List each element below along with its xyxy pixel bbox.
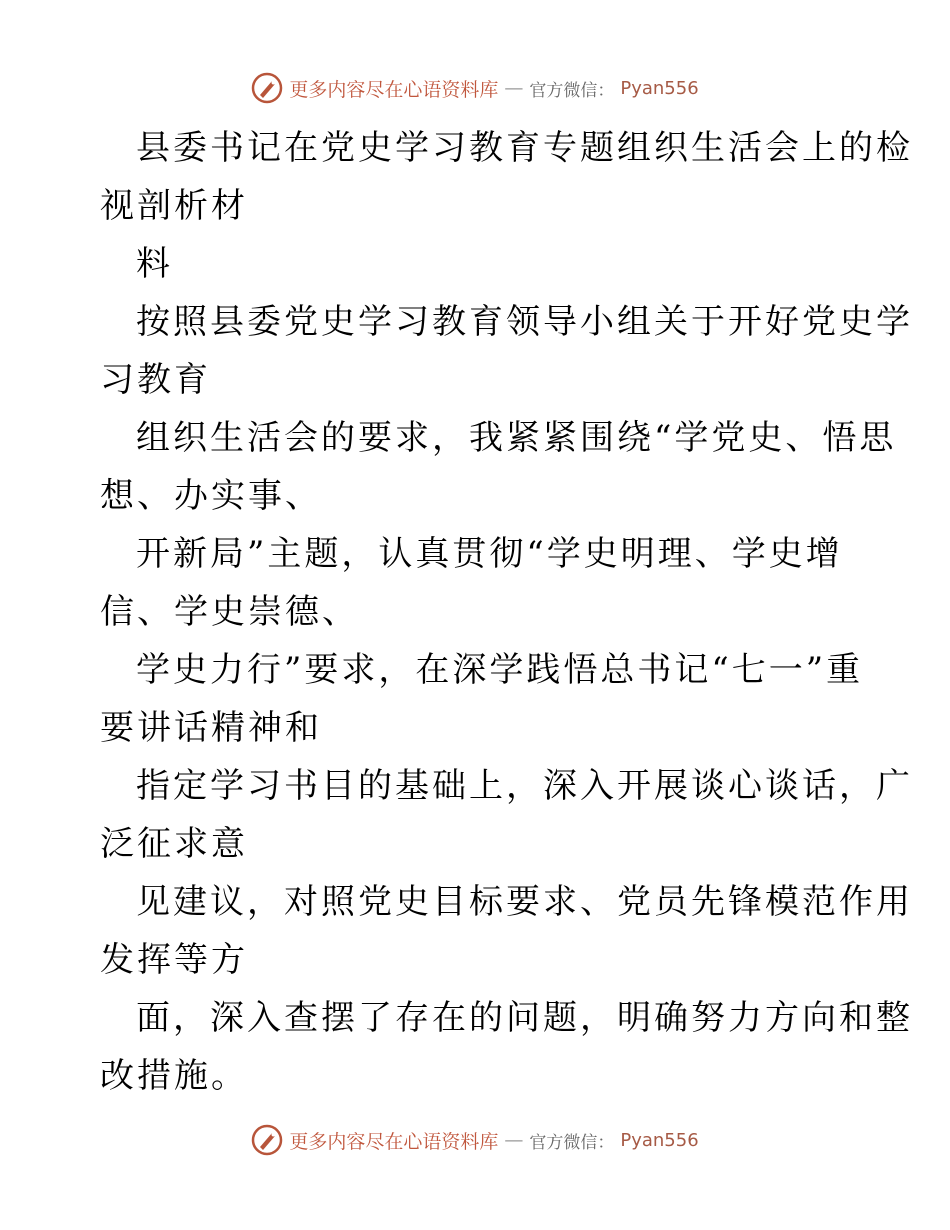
paragraph-line: 信、学史崇德、 <box>100 592 359 632</box>
paragraph-line: 面，深入查摆了存在的问题，明确努力方向和整 <box>136 998 913 1038</box>
watermark-account-id: Pyan556 <box>620 1129 699 1151</box>
watermark-account-label: 官方微信： <box>529 80 615 101</box>
paragraph-line: 组织生活会的要求，我紧紧围绕“学党史、悟思 <box>136 418 897 458</box>
watermark-site-text: 更多内容尽在心语资料库 <box>289 78 499 101</box>
paragraph-line: 想、办实事、 <box>100 476 322 516</box>
watermark-dash: — <box>504 1129 524 1151</box>
pen-logo-icon <box>251 1124 283 1156</box>
paragraph-line: 学史力行”要求，在深学践悟总书记“七一”重 <box>136 650 864 690</box>
paragraph-line: 泛征求意 <box>100 824 248 864</box>
paragraph-line: 发挥等方 <box>100 940 248 980</box>
watermark-site-text: 更多内容尽在心语资料库 <box>289 1130 499 1153</box>
title-line-3: 料 <box>136 244 173 284</box>
paragraph-line: 见建议，对照党史目标要求、党员先锋模范作用 <box>136 882 913 922</box>
watermark-account-id: Pyan556 <box>620 77 699 99</box>
paragraph-line: 习教育 <box>100 360 211 400</box>
paragraph-line: 指定学习书目的基础上，深入开展谈心谈话，广 <box>136 766 913 806</box>
document-body <box>100 124 913 1110</box>
watermark-account-label: 官方微信： <box>529 1132 615 1153</box>
paragraph-line: 按照县委党史学习教育领导小组关于开好党史学 <box>136 302 913 342</box>
paragraph-line: 改措施。 <box>100 1056 248 1096</box>
watermark-dash: — <box>504 77 524 99</box>
title-line-2: 视剖析材 <box>100 186 248 226</box>
header-watermark <box>0 72 950 104</box>
footer-watermark <box>0 1124 950 1156</box>
title-line-1: 县委书记在党史学习教育专题组织生活会上的检 <box>136 128 913 168</box>
paragraph-line: 要讲话精神和 <box>100 708 322 748</box>
pen-logo-icon <box>251 72 283 104</box>
paragraph-line: 开新局”主题，认真贯彻“学史明理、学史增 <box>136 534 843 574</box>
